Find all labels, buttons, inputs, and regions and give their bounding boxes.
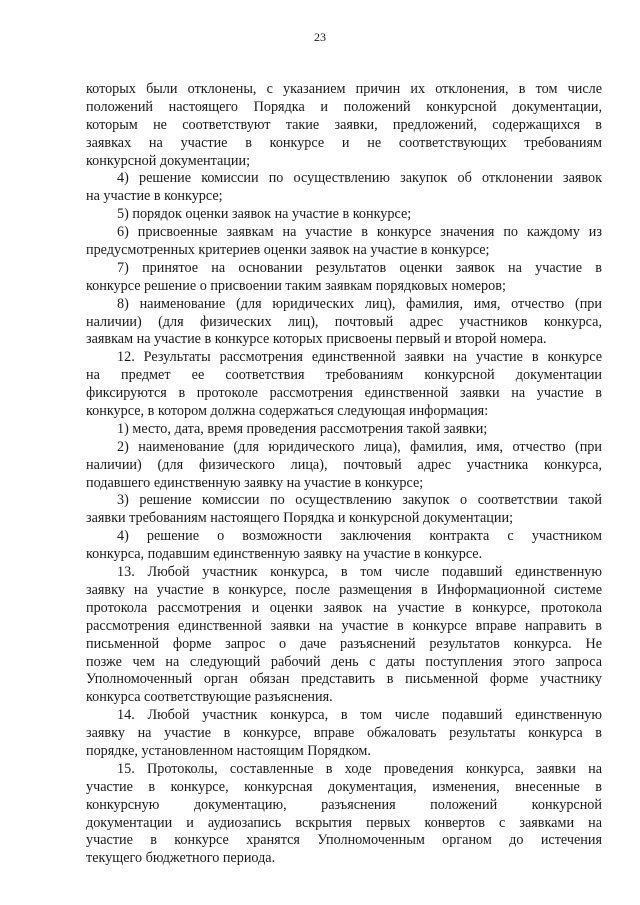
text-line: письменной форме запрос о даче разъяснений результатов конкурса. Не [86,635,602,652]
text-line: наличии) (для физического лица), почтовый адрес участника конкурса, [86,456,602,473]
text-line: конкурсную документацию, разъяснения положений конкурсной [86,796,602,813]
text-line: которым не соответствуют такие заявки, предложений, содержащихся в [86,116,602,133]
text-line: 14. Любой участник конкурса, в том числе подавший единственную [117,707,602,724]
text-line: 13. Любой участник конкурса, в том числе подавший единственную [117,564,602,581]
text-line: на участие в конкурсе; [86,188,223,205]
text-line: конкурса, подавшим единственную заявку на участие в конкурсе. [86,546,483,563]
text-line: участие в конкурсе хранятся Уполномоченным органом до истечения [86,832,602,849]
text-line: 7) принятое на основании результатов оценки заявок на участие в [117,259,602,276]
text-line: предусмотренных критериев оценки заявок на участие в конкурсе; [86,242,490,259]
document-body [86,81,602,868]
text-line: рассмотрения единственной заявки на участие в конкурсе вправе направить в [86,617,602,634]
text-line: конкурсной документации; [86,152,251,169]
text-line: которых были отклонены, с указанием причин их отклонения, в том числе [86,81,602,97]
text-line: 5) порядок оценки заявок на участие в конкурсе; [117,206,412,223]
text-line: позже чем на следующий рабочий день с даты поступления этого запроса [86,653,602,670]
text-line: наличии) (для физических лиц), почтовый адрес участников конкурса, [86,313,602,330]
text-line: документации и аудиозапись вскрытия первых конвертов с заявками на [86,814,602,831]
text-line: протокола рассмотрения и оценки заявок на участие в конкурсе, протокола [86,599,602,616]
text-line: участие в конкурсе, конкурсная документация, изменения, внесенные в [86,778,602,795]
text-line: заявках на участие в конкурсе и не соответствующих требованиям [86,134,602,151]
text-line: 1) место, дата, время проведения рассмотрения такой заявки; [117,420,488,437]
text-line: заявку на участие в конкурсе, вправе обжаловать результаты конкурса в [86,725,602,742]
text-line: положений настоящего Порядка и положений конкурсной документации, [86,98,602,115]
text-line: 12. Результаты рассмотрения единственной заявки на участие в конкурсе [117,349,602,366]
text-line: 4) решение о возможности заключения контракта с участником [117,528,602,545]
text-line: порядке, установленном настоящим Порядком. [86,742,371,759]
text-line: на предмет ее соответствия требованиям конкурсной документации [86,367,602,384]
text-line: 15. Протоколы, составленные в ходе проведения конкурса, заявки на [117,760,602,777]
text-line: 6) присвоенные заявкам на участие в конкурсе значения по каждому из [117,224,602,241]
text-line: конкурсе, в котором должна содержаться следующая информация: [86,403,489,420]
text-line: конкурса соответствующие разъяснения. [86,689,333,706]
text-line: 3) решение комиссии по осуществлению закупок о соответствии такой [117,492,602,509]
text-line: текущего бюджетного периода. [86,850,276,867]
text-line: заявкам на участие в конкурсе которых присвоены первый и второй номера. [86,331,547,348]
text-line: подавшего единственную заявку на участие в конкурсе; [86,474,424,491]
text-line: 2) наименование (для юридического лица), фамилия, имя, отчество (при [117,438,602,455]
text-line: заявку на участие в конкурсе, после размещения в Информационной системе [86,581,602,598]
page-number: 23 [314,30,326,44]
text-line: фиксируются в протоколе рассмотрения единственной заявки на участие в [86,385,602,402]
text-line: заявки требованиям настоящего Порядка и конкурсной документации; [86,510,514,527]
text-line: 4) решение комиссии по осуществлению закупок об отклонении заявок [117,170,602,187]
text-line: конкурсе решение о присвоении таким заявкам порядковых номеров; [86,277,506,294]
text-line: Уполномоченный орган обязан представить в письменной форме участнику [86,671,602,688]
text-line: 8) наименование (для юридических лиц), фамилия, имя, отчество (при [117,295,602,312]
